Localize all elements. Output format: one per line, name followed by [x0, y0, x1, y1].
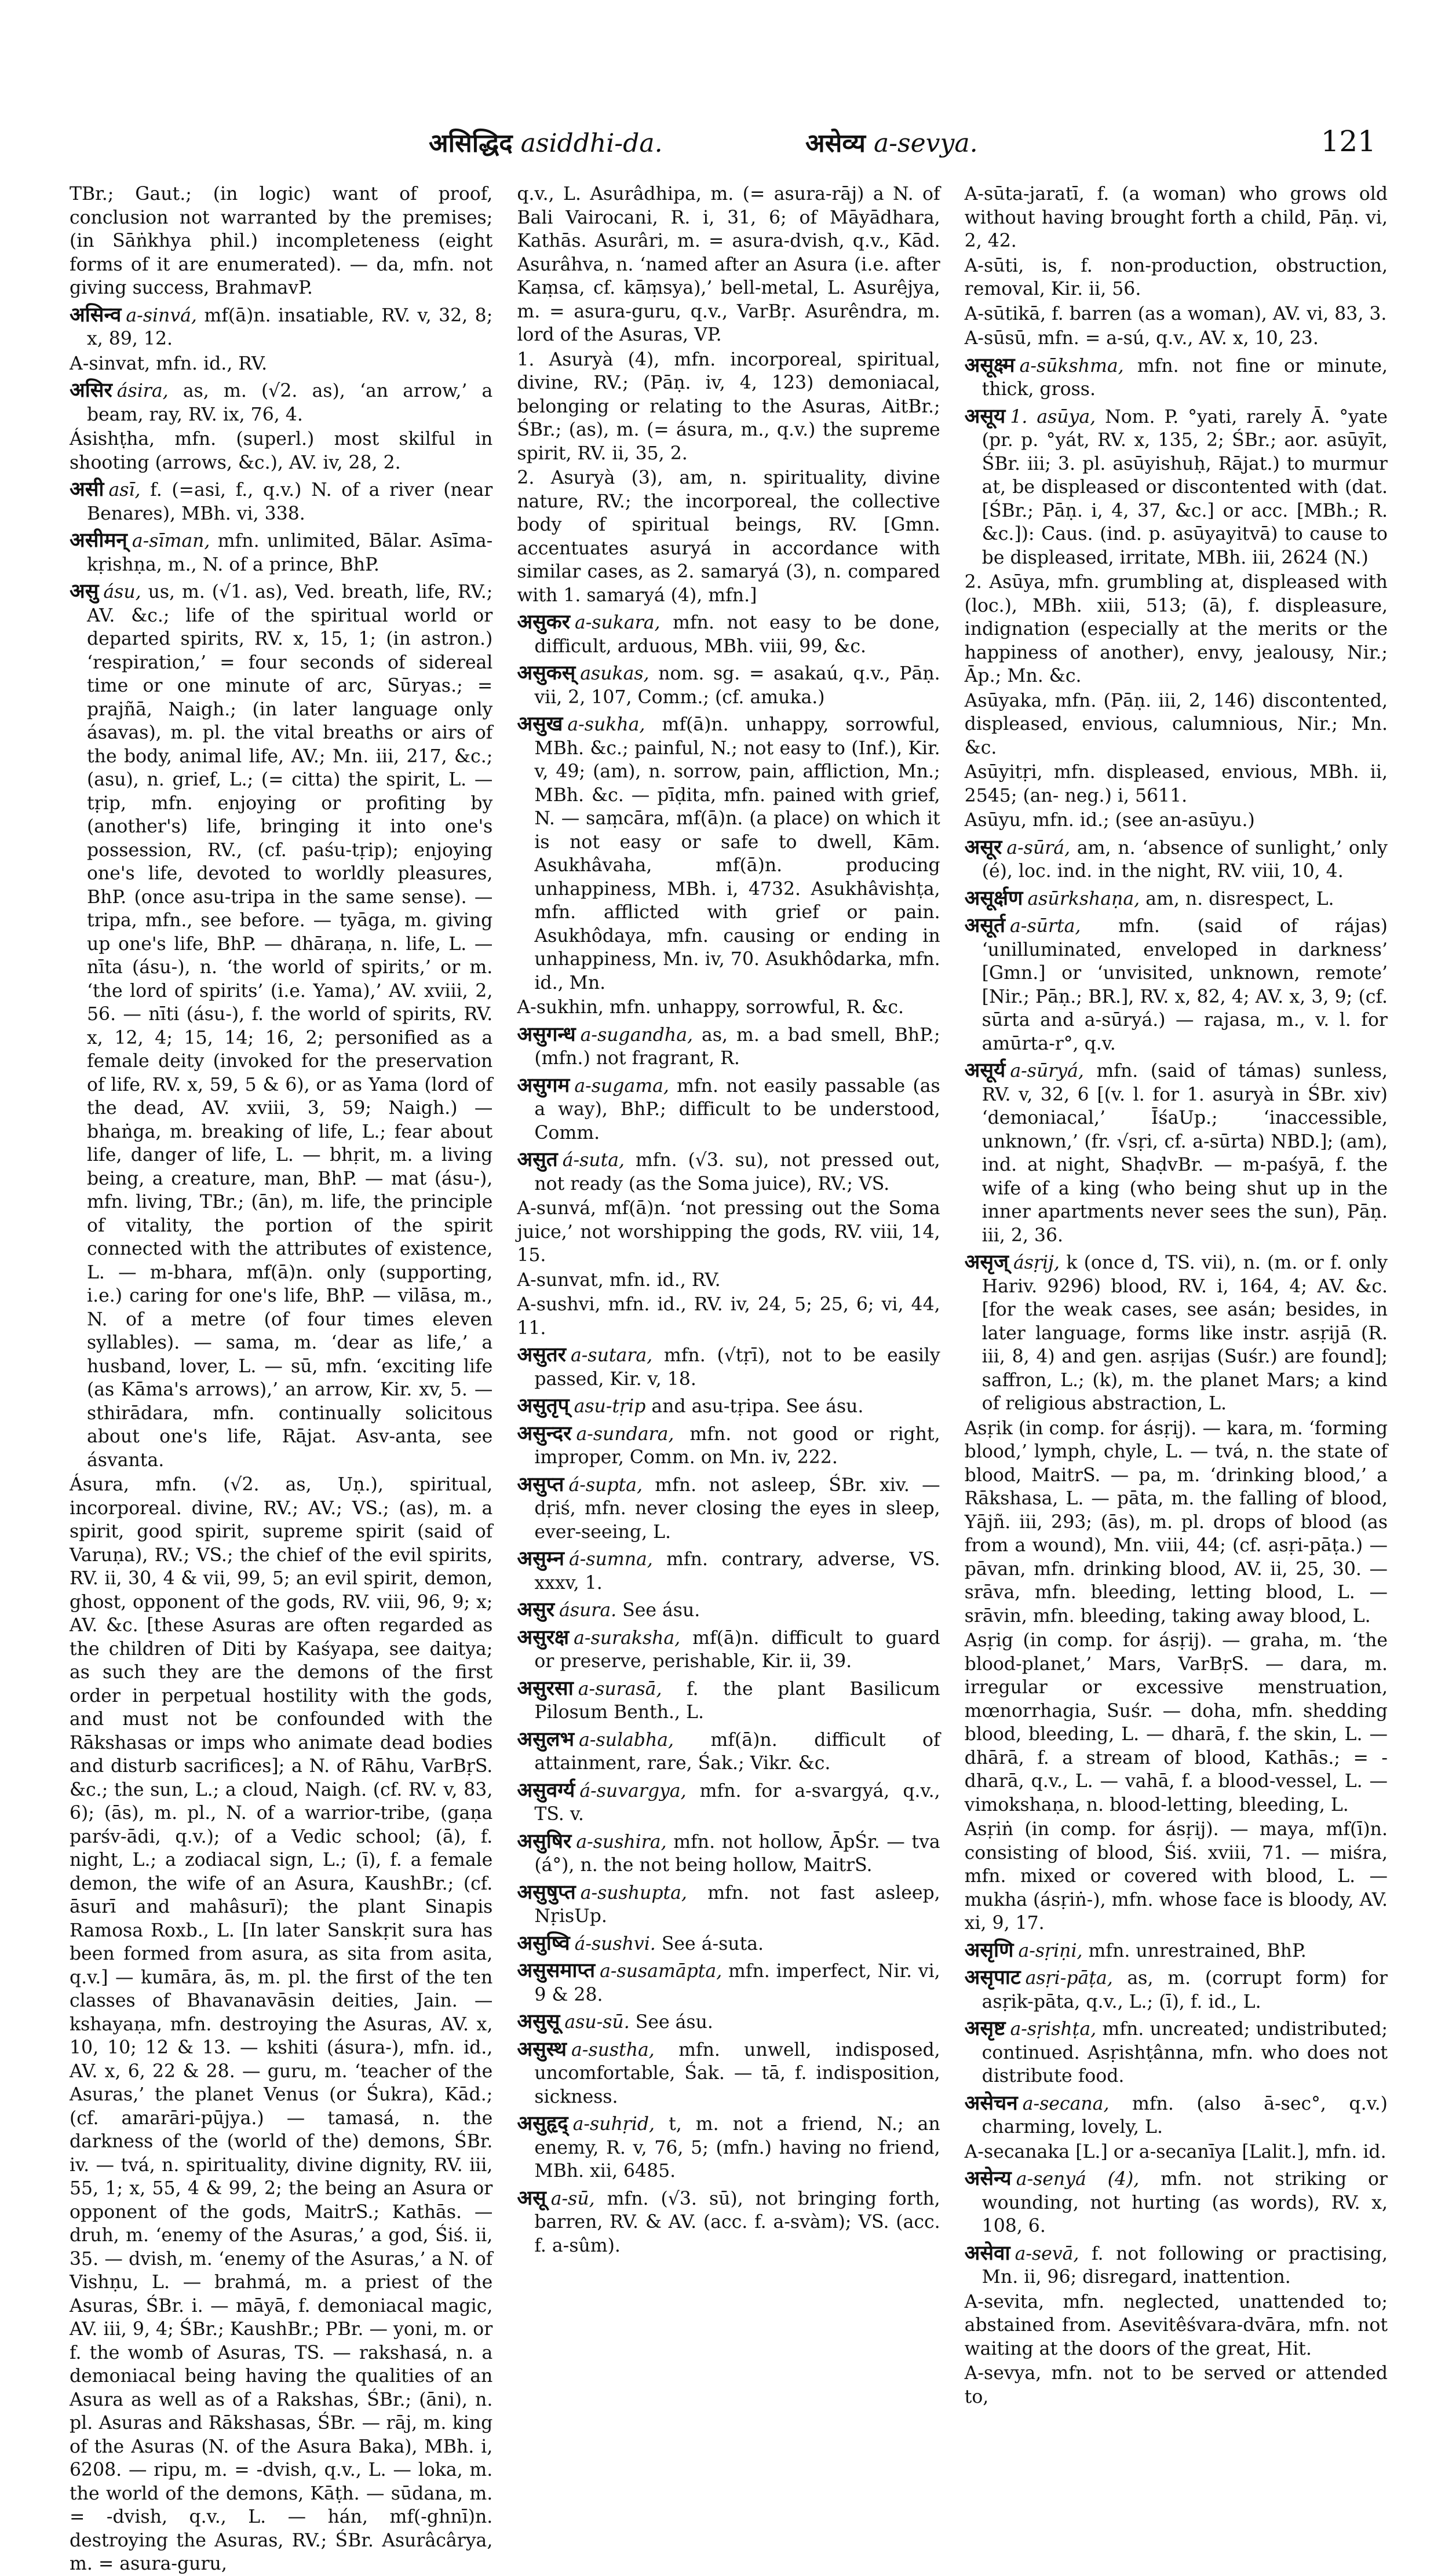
headword-devanagari: असूय [964, 404, 1006, 428]
headword-transliteration: a-senyá (4), [1016, 2169, 1161, 2190]
entry-definition: mf(ā)n. unhappy, sorrowful, MBh. &c.; painful, N.; not easy to (Inf.), Kir. v, 49; (am), n. sorrow, pain, affliction, Mn.; MBh. &c. — pīḍita, mfn. pained with grief, N. — saṃcāra, mf(ā)n. (a place) on which it is not easy or safe to dwell, Kām. Asukhâvaha, mf(ā)n. producing unhappiness, MBh. i, 4732. Asukhâvishṭa, mfn. afflicted with grief or pain. Asukhôdaya, mfn. causing or ending in unhappiness, Mn. iv, 70. Asukhôdarka, mfn. id., Mn. [534, 714, 940, 993]
headword-devanagari: असूर्य [964, 1058, 1006, 1082]
headword-devanagari: असुगम [517, 1073, 570, 1097]
headword-transliteration: á-sushvi. [574, 1933, 662, 1954]
text-columns [70, 182, 1388, 2574]
headword-transliteration: a-sīman, [132, 531, 218, 551]
entry-definition: as, m. (√2. as), ‘an arrow,’ a beam, ray, RV. ix, 76, 4. [87, 381, 493, 425]
entry-definition: A-sūti, is, f. non-production, obstruction, removal, Kir. ii, 56. [964, 255, 1388, 299]
entry-definition: mfn. (√3. sū), not bringing forth, barren, RV. & AV. (acc. f. a-svàm); VS. (acc. f. a-sûm). [534, 2188, 940, 2256]
entry-definition: mfn. imperfect, Nir. vi, 9 & 28. [534, 1961, 940, 2005]
entry-definition: Asṛig (in comp. for ásṛij). — graha, m. ‘the blood-planet,’ Mars, VarBṛS. — dara, m. irregular or excessive menstruation, mœnorrhagia, Suśr. — doha, mfn. shedding blood, bleeding, L. — dharā, f. the skin, L. — dhārā, f. a stream of blood, Kathās.; = -dharā, q.v., L. — vahā, f. a blood-vessel, L. — vimokshaṇa, n. blood-letting, bleeding, L. [964, 1630, 1388, 1815]
headword-transliteration: a-sustha, [571, 2039, 679, 2060]
dictionary-entry [70, 580, 492, 1472]
dictionary-entry [965, 2017, 1388, 2088]
entry-definition: A-sūta-jaratī, f. (a woman) who grows old without having brought forth a child, Pāṇ. vi, 2, 42. [964, 184, 1388, 251]
entry-definition: us, m. (√1. as), Ved. breath, life, RV.; AV. &c.; life of the spiritual world or departed spirits, RV. x, 15, 1; (in astron.) ‘respiration,’ = four seconds of sidereal time or one minute of arc, Sūryas.; = prajñā, Naigh.; (in later language only ásavas), m. pl. the vital breaths or airs of the body, animal life, AV.; Mn. iii, 217, &c.; (asu), n. grief, L.; (= citta) the spirit, L. — tṛip, mfn. enjoying or profiting by (another's) life, bringing it into one's possession, RV., (cf. paśu-tṛip); enjoying one's life, devoted to worldly pleasures, BhP. (once asu-tripa in the same sense). — tripa, mfn., see before. — tyāga, m. giving up one's life, BhP. — dhāraṇa, n. life, L. — nīta (ásu-), n. ‘the world of spirits,’ or m. ‘the lord of spirits’ (i.e. Yama),’ AV. xviii, 2, 56. — nīti (ásu-), f. the world of spirits, RV. x, 12, 4; 15, 14; 16, 2; personified as a female deity (invoked for the preservation of life, RV. x, 59, 5 & 6), or as Yama (lord of the dead, AV. xviii, 3, 59; Naigh.) — bhaṅga, m. breaking of life, L.; fear about life, danger of life, L. — bhṛit, m. a living being, a creature, man, BhP. — mat (ásu-), mfn. living, TBr.; (ān), m. life, the principle of vitality, the portion of the spirit connected with the attributes of existence, L. — m-bhara, mf(ā)n. only (supporting, i.e.) caring for one's life, BhP. — vilāsa, m., N. of a metre (of four times eleven syllables). — sama, m. ‘dear as life,’ a husband, lover, L. — sū, mfn. ‘exciting life (as Kāma's arrows),’ an arrow, Kir. xv, 5. — sthirādara, mfn. continually solicitous about one's life, Rājat. Asv-anta, see ásvanta. [87, 582, 493, 1471]
headword-devanagari: असेन्य [964, 2166, 1012, 2190]
entry-definition: A-sevya, mfn. not to be served or attended to, [964, 2363, 1388, 2407]
dictionary-entry [70, 304, 492, 351]
entry-definition: mfn. not good or right, improper, Comm. on Mn. iv, 222. [534, 1423, 940, 1468]
dictionary-entry [517, 1473, 940, 1544]
dictionary-entry [965, 327, 1388, 350]
headword-devanagari: असुख [517, 712, 563, 736]
entry-definition: See ásu. [635, 2012, 713, 2033]
headword-transliteration: a-secana, [1022, 2093, 1133, 2114]
entry-definition: See ásu. [622, 1600, 700, 1621]
entry-definition: mfn. not fine or minute, thick, gross. [981, 355, 1388, 400]
dictionary-entry [70, 427, 492, 474]
entry-definition: f. (=asi, f., q.v.) N. of a river (near Benares), MBh. vi, 338. [87, 480, 493, 524]
headword-transliteration: a-sūrá, [1006, 837, 1077, 858]
entry-definition: k (once d, TS. vii), n. (m. or f. only Hariv. 9296) blood, RV. i, 164, 4; AV. &c. [for the weak cases, see asán; besides, in later language, forms like instr. asṛijā (R. iii, 8, 4) and gen. asṛijas (Suśr.) are found]; saffron, L.; (k), m. the planet Mars; a kind of religious abstraction, L. [981, 1252, 1388, 1414]
headword-devanagari: असुतृप् [517, 1394, 570, 1417]
entry-definition: q.v., L. Asurâdhipa, m. (= asura-rāj) a N. of Bali Vairocani, R. i, 31, 6; of Māyādhara, Kathās. Asurâri, m. = asura-dvish, q.v., Kād. Asurâhva, n. ‘named after an Asura (i.e. after Kaṃsa, cf. kāṃsya),’ bell-metal, L. Asurêjya, m. = asura-guru, q.v., VarBṛ. Asurêndra, m. lord of the Asuras, VP. [517, 184, 940, 345]
entry-definition: f. not following or practising, Mn. ii, 96; disregard, inattention. [981, 2243, 1388, 2288]
headword-devanagari: असुस्थ [517, 2037, 567, 2061]
headword-devanagari: असी [70, 477, 104, 501]
dictionary-entry [70, 478, 492, 525]
page-header [0, 125, 1434, 171]
entry-definition: 2. Asuryà (3), am, n. spirituality, divine nature, RV.; the incorporeal, the collective body of spiritual beings, RV. [Gmn. accentuates asuryá in accordance with similar cases, as 2. samaryá (3), n. compared with 1. samaryá (4), mfn.] [517, 467, 940, 606]
entry-definition: A-sinvat, mfn. id., RV. [70, 353, 268, 374]
dictionary-entry [965, 1417, 1388, 1628]
entry-definition: mfn. (also ā-sec°, q.v.) charming, lovely, L. [981, 2093, 1388, 2137]
headword-transliteration: a-sugandha, [580, 1024, 702, 1046]
dictionary-entry [517, 712, 940, 995]
entry-definition: as, m. a bad smell, BhP.; (mfn.) not fragrant, R. [534, 1024, 940, 1069]
headword-devanagari: असूर्क्षण [964, 886, 1023, 910]
dictionary-entry [517, 996, 940, 1020]
dictionary-entry [517, 611, 940, 658]
entry-definition: mfn. not hollow, ĀpŚr. — tva (á°), n. the not being hollow, MaitrS. [534, 1831, 940, 1876]
running-head-right [805, 125, 978, 159]
column-left [70, 182, 493, 2574]
dictionary-entry [517, 1598, 940, 1623]
headword-devanagari: असूर्त [964, 914, 1006, 937]
entry-definition: Ásura, mfn. (√2. as, Uṇ.), spiritual, incorporeal. divine, RV.; AV.; VS.; (as), m. a spirit, good spirit, supreme spirit (said of Varuṇa), RV.; VS.; the chief of the evil spirits, RV. ii, 30, 4 & vii, 99, 5; an evil spirit, demon, ghost, opponent of the gods, RV. viii, 96, 9; x; AV. &c. [these Asuras are often regarded as the children of Diti by Kaśyapa, see daitya; as such they are the demons of the first order in perpetual hostility with the gods, and must not be confounded with the Rākshasas or imps who animate dead bodies and disturb sacrifices]; a N. of Rāhu, VarBṛS. &c.; the sun, L.; a cloud, Naigh. (cf. RV. v, 83, 6); (ās), m. pl., N. of a warrior-tribe, (gaṇa parśv-ādi, q.v.); of a Vedic school; (ā), f. night, L.; a zodiacal sign, L.; (ī), f. a female demon, the wife of an Asura, KaushBr.; (cf. āsurī and mahâsurī); the plant Sinapis Ramosa Roxb., L. [In later Sanskṛit sura has been formed from asura, as sita from asita, q.v.] — kumāra, ās, m. pl. the first of the ten classes of Bhavanavāsin deities, Jain. — kshayaṇa, mfn. destroying the Asuras, AV. x, 10, 10; 12 & 13. — kshiti (ásura-), mfn. id., AV. x, 6, 22 & 28. — guru, m. ‘teacher of the Asuras,’ the planet Venus (or Śukra), Kād.; (cf. amarāri-pūjya.) — tamasá, n. the darkness of the (world of the) demons, ŚBr. iv. — tvá, n. spirituality, divine dignity, RV. iii, 55, 1; x, 55, 4 & 99, 2; the being an Asura or opponent of the gods, MaitrS.; Kathās. — druh, m. ‘enemy of the Asuras,’ a god, Śiś. ii, 35. — dvish, m. ‘enemy of the Asuras,’ a N. of Vishṇu, L. — brahmá, m. a priest of the Asuras, ŚBr. i. — māyā, f. demoniacal magic, AV. iii, 9, 4; ŚBr.; KaushBr.; PBr. — yoni, m. or f. the womb of Asuras, TS. — rakshasá, n. a demoniacal being having the qualities of an Asura as well as of a Rakshas, ŚBr.; (āni), n. pl. Asuras and Rākshasas, ŚBr. — rāj, m. king of the Asuras (N. of the Asura Baka), MBh. i, 6208. — ripu, m. = -dvish, q.v., L. — loka, m. the world of the demons, Kāṭh. — sūdana, m. = -dvish, q.v., L. — hán, mf(-ghnī)n. destroying the Asuras, RV.; ŚBr. Asurâcârya, m. = asura-guru, [70, 1474, 493, 2574]
dictionary-entry [517, 1626, 940, 1674]
headword-transliteration: ásṛij, [1013, 1252, 1067, 1273]
dictionary-entry [517, 2010, 940, 2034]
headword-transliteration: asṛi-pāṭa, [1025, 1968, 1128, 1989]
headword-devanagari: असुलभ [517, 1727, 575, 1751]
entry-definition: mfn. (√3. su), not pressed out, not ready (as the Soma juice), RV.; VS. [534, 1150, 940, 1194]
dictionary-entry [965, 761, 1388, 807]
entry-definition: nom. sg. = asakaú, q.v., Pāṇ. vii, 2, 107, Comm.; (cf. amuka.) [534, 663, 940, 708]
entry-definition: am, n. disrespect, L. [1145, 888, 1334, 909]
headword-devanagari: असुत [517, 1148, 558, 1171]
headword-transliteration: a-sundara, [576, 1423, 690, 1445]
entry-definition: A-sūtikā, f. barren (as a woman), AV. vi, 83, 3. [964, 303, 1387, 324]
headword-transliteration: asu-sū. [564, 2012, 636, 2033]
dictionary-entry [965, 182, 1388, 253]
headword-transliteration: a-sū, [550, 2188, 607, 2209]
entry-definition: and asu-tṛipa. See ásu. [651, 1396, 864, 1417]
dictionary-entry [517, 1269, 940, 1292]
headword-transliteration: a-sevā, [1015, 2243, 1092, 2264]
headword-devanagari: असिन्व [70, 302, 122, 327]
headword-devanagari: असू [517, 2186, 546, 2210]
dictionary-entry [517, 1677, 940, 1724]
running-head-left [429, 125, 663, 159]
entry-definition: Ásishṭha, mfn. (superl.) most skilful in shooting (arrows, &c.), AV. iv, 28, 2. [70, 429, 493, 473]
dictionary-entry [965, 405, 1388, 570]
page-number: 121 [1320, 125, 1376, 158]
dictionary-entry [517, 1148, 940, 1196]
entry-definition: mfn. (said of támas) sunless, RV. v, 32, 6 [(v. l. for 1. asuryà in ŚBr. xiv) ‘demoniacal,’ ĪśaUp.; ‘inaccessible, unknown,’ (fr. √sṛi, cf. a-sūrta) NBD.]; (am), ind. at night, ShaḍvBr. — m-paśyā, f. the wife of a king (who being shut up in the inner apartments never sees the sun), Pāṇ. iii, 2, 36. [981, 1061, 1388, 1246]
dictionary-entry [965, 2140, 1388, 2164]
dictionary-entry [965, 1818, 1388, 1935]
entry-definition: 1. Asuryà (4), mfn. incorporeal, spiritual, divine, RV.; (Pāṇ. iv, 4, 123) demoniacal, belonging or relating to the Asuras, AitBr.; ŚBr.; (as), m. (= ásura, m., q.v.) the supreme spirit, RV. ii, 35, 2. [517, 349, 940, 464]
headword-transliteration: a-sulabha, [579, 1729, 711, 1751]
column-middle [517, 182, 940, 2256]
entry-definition: Asūyaka, mfn. (Pāṇ. iii, 2, 146) discontented, displeased, envious, calumnious, Nir.; Mn. &c. [964, 690, 1388, 758]
headword-transliteration: a-sṛishṭa, [1010, 2019, 1103, 2040]
dictionary-entry [517, 1293, 940, 1340]
entry-definition: A-sukhin, mfn. unhappy, sorrowful, R. &c. [517, 997, 904, 1018]
headword-transliteration: a-sukha, [567, 714, 662, 735]
entry-definition: Asūyitṛi, mfn. displeased, envious, MBh. ii, 2545; (an- neg.) i, 5611. [964, 762, 1388, 806]
entry-definition: Nom. P. °yati, rarely Ā. °yate (pr. p. °yát, RV. x, 135, 2; ŚBr.; aor. asūyīt, ŚBr. iii; 3. pl. asūyishuḥ, Rājat.) to murmur at, be displeased or discontented with (dat. [ŚBr.; Pāṇ. i, 4, 37, &c.] or acc. [MBh.; R. &c.]): Caus. (ind. p. asūyayitvā) to cause to be displeased, irritate, MBh. iii, 2624 (N.) [981, 406, 1388, 568]
dictionary-entry [965, 689, 1388, 760]
entry-definition: 2. Asūya, mfn. grumbling at, displeased with (loc.), MBh. xiii, 513; (ā), f. displeasure, indignation (especially at the merits or the happiness of another), envy, jealousy, Nir.; Āp.; Mn. &c. [964, 572, 1388, 686]
entry-definition: Asṛiṅ (in comp. for ásṛij). — maya, mf(ī)n. consisting of blood, Śiś. xviii, 71. — miśra, mfn. mixed or covered with blood, L. — mukha (ásṛiṅ-), mfn. whose face is bloody, AV. xi, 9, 17. [964, 1819, 1388, 1934]
dictionary-entry [965, 887, 1388, 911]
dictionary-entry [517, 2112, 940, 2183]
entry-definition: A-sevita, mfn. neglected, unattended to; abstained from. Asevitêśvara-dvāra, mfn. not waiting at the doors of the great, Hit. [964, 2291, 1388, 2359]
headword-transliteration: a-sushupta, [580, 1882, 708, 1903]
dictionary-entry [517, 1023, 940, 1070]
headword-transliteration: asī, [108, 480, 151, 500]
headword-devanagari: असुवर्ग्य [517, 1778, 575, 1802]
headword-transliteration: ásira, [116, 381, 183, 401]
headword-devanagari: असेचन [964, 2091, 1018, 2115]
running-head-left-devanagari: असिद्धिद [429, 129, 513, 158]
headword-transliteration: á-suvargya, [579, 1780, 700, 1802]
headword-devanagari: असुर [517, 1598, 555, 1621]
entry-definition: mfn. unlimited, Bālar. Asīma-kṛishṇa, m., N. of a prince, BhP. [87, 531, 493, 575]
entry-definition: mfn. unwell, indisposed, uncomfortable, Śak. — tā, f. indisposition, sickness. [534, 2039, 940, 2107]
entry-definition: A-sūsū, mfn. = a-sú, q.v., AV. x, 10, 23. [964, 328, 1319, 349]
dictionary-entry [517, 1830, 940, 1877]
dictionary-entry [517, 182, 940, 347]
headword-transliteration: a-sinvá, [126, 305, 205, 326]
dictionary-entry [517, 1779, 940, 1826]
entry-definition: mf(ā)n. difficult of attainment, rare, Śak.; Vikr. &c. [534, 1729, 940, 1774]
dictionary-entry [70, 1473, 492, 2576]
headword-devanagari: असेवा [964, 2241, 1010, 2265]
dictionary-entry [517, 1422, 940, 1470]
dictionary-entry [517, 1197, 940, 1267]
headword-transliteration: a-sugama, [574, 1075, 677, 1097]
headword-devanagari: असुसमाप्त [517, 1959, 596, 1982]
headword-transliteration: a-sūryá, [1010, 1061, 1097, 1081]
dictionary-entry [965, 2242, 1388, 2289]
dictionary-entry [70, 379, 492, 426]
entry-definition: am, n. ‘absence of sunlight,’ only (é), loc. ind. in the night, RV. viii, 10, 4. [981, 837, 1388, 882]
headword-devanagari: असीमन् [70, 528, 127, 552]
dictionary-entry [70, 529, 492, 576]
entry-definition: mfn. (said of rájas) ‘unilluminated, enveloped in darkness’ [Gmn.] or ‘unvisited, unknown, remote’ [Nir.; Pāṇ.; BR.], RV. x, 82, 4; AV. x, 3, 9; (cf. sūrta and a-sūryá.) — rajasa, m., v. l. for amūrta-r°, q.v. [981, 916, 1388, 1054]
dictionary-entry [965, 354, 1388, 401]
entry-definition: mfn. unrestrained, BhP. [1088, 1940, 1307, 1961]
headword-transliteration: asukas, [580, 663, 659, 684]
entry-definition: A-sushvi, mfn. id., RV. iv, 24, 5; 25, 6; vi, 44, 11. [517, 1294, 940, 1339]
dictionary-entry [517, 1959, 940, 2007]
entry-definition: mf(ā)n. difficult to guard or preserve, perishable, Kir. ii, 39. [534, 1627, 940, 1672]
entry-definition: TBr.; Gaut.; (in logic) want of proof, conclusion not warranted by the premises; (in Sāṅkhya phil.) incompleteness (eight forms of it are enumerated). — da, mfn. not giving success, BrahmavP. [70, 184, 493, 298]
headword-transliteration: a-sṛiṇi, [1018, 1940, 1089, 1961]
dictionary-entry [70, 182, 492, 300]
entry-definition: as, m. (corrupt form) for asṛik-pāta, q.v., L.; (ī), f. id., L. [981, 1968, 1388, 2012]
headword-transliteration: a-susamāpta, [600, 1961, 728, 1982]
headword-devanagari: असुषुप्त [517, 1880, 576, 1904]
headword-devanagari: असुम्न [517, 1547, 564, 1570]
dictionary-entry [517, 662, 940, 709]
headword-devanagari: असु [70, 579, 99, 603]
dictionary-entry [517, 2038, 940, 2109]
headword-devanagari: असुष्वि [517, 1931, 570, 1955]
dictionary-entry [965, 302, 1388, 326]
dictionary-entry [965, 2290, 1388, 2361]
dictionary-entry [517, 1074, 940, 1145]
dictionary-entry [965, 1966, 1388, 2014]
entry-definition: A-secanaka [L.] or a-secanīya [Lalit.], mfn. id. [964, 2141, 1386, 2162]
headword-devanagari: असुषिर [517, 1829, 572, 1853]
headword-devanagari: असुसू [517, 2009, 560, 2033]
headword-transliteration: a-suhṛid, [572, 2114, 669, 2135]
headword-devanagari: असुकस् [517, 661, 576, 685]
entry-definition: Asṛik (in comp. for ásṛij). — kara, m. ‘forming blood,’ lymph, chyle, L. — tvá, n. the state of blood, MaitrS. — pa, m. ‘drinking blood,’ a Rākshasa, L. — pāta, m. the falling of blood, Yājñ. iii, 293; (ās), m. pl. drops of blood (as from a wound), Mn. viii, 44; (cf. asṛi-pāṭa.) — pāvan, mfn. drinking blood, AV. ii, 25, 30. — srāva, mfn. bleeding, letting blood, L. — srāvin, mfn. bleeding, taking away blood, L. [964, 1417, 1388, 1627]
headword-devanagari: असुरसा [517, 1676, 574, 1700]
entry-definition: mfn. not easily passable (as a way), BhP.; difficult to be understood, Comm. [534, 1075, 940, 1143]
running-head-right-devanagari: असेव्य [805, 129, 866, 158]
headword-transliteration: asūrkshaṇa, [1027, 888, 1146, 909]
headword-transliteration: 1. asūya, [1010, 406, 1105, 427]
entry-definition: t, m. not a friend, N.; an enemy, R. v, 76, 5; (mfn.) having no friend, MBh. xii, 6485. [534, 2114, 940, 2182]
headword-devanagari: असुरक्ष [517, 1625, 570, 1649]
headword-devanagari: असृज् [964, 1250, 1009, 1274]
dictionary-entry [517, 1932, 940, 1956]
headword-devanagari: असूर [964, 835, 1002, 859]
dictionary-entry [517, 1343, 940, 1391]
dictionary-entry [965, 2092, 1388, 2139]
dictionary-entry [517, 2187, 940, 2258]
headword-transliteration: ásu, [103, 582, 148, 602]
dictionary-entry [965, 836, 1388, 883]
dictionary-entry [965, 1939, 1388, 1963]
dictionary-entry [965, 254, 1388, 301]
headword-devanagari: असुप्त [517, 1472, 564, 1496]
dictionary-entry [517, 1547, 940, 1595]
entry-definition: See á-suta. [661, 1933, 764, 1954]
dictionary-entry [965, 571, 1388, 688]
column-right [964, 182, 1388, 2407]
headword-devanagari: असृणि [964, 1938, 1014, 1962]
entry-definition: mfn. for a-svargyá, q.v., TS. v. [534, 1780, 940, 1825]
dictionary-entry [517, 466, 940, 607]
headword-transliteration: á-supta, [568, 1474, 655, 1496]
dictionary-entry [517, 1394, 940, 1419]
headword-transliteration: á-suta, [562, 1150, 636, 1171]
dictionary-entry [70, 352, 492, 376]
headword-devanagari: असृष्ट [964, 2016, 1006, 2040]
dictionary-entry [965, 1059, 1388, 1247]
entry-definition: mfn. contrary, adverse, VS. xxxv, 1. [534, 1549, 940, 1594]
headword-transliteration: a-sukara, [574, 612, 673, 633]
running-head-left-translit: asiddhi-da. [520, 129, 663, 158]
dictionary-entry [517, 1728, 940, 1775]
headword-transliteration: a-sūkshma, [1019, 355, 1137, 377]
entry-definition: Asūyu, mfn. id.; (see an-asūyu.) [964, 810, 1255, 831]
headword-transliteration: ásura. [559, 1600, 623, 1621]
headword-devanagari: असूक्ष्म [964, 353, 1015, 377]
entry-definition: mfn. not striking or wounding, not hurting (as words), RV. x, 108, 6. [981, 2169, 1388, 2237]
dictionary-entry [965, 1629, 1388, 1817]
headword-transliteration: á-sumna, [568, 1549, 667, 1570]
headword-devanagari: असुहृद् [517, 2111, 568, 2135]
entry-definition: mfn. not asleep, ŚBr. xiv. — dṛiś, mfn. never closing the eyes in sleep, ever-seeing, L. [534, 1474, 940, 1543]
headword-transliteration: a-sutara, [571, 1345, 664, 1366]
headword-devanagari: असुन्दर [517, 1421, 572, 1445]
entry-definition: mf(ā)n. insatiable, RV. v, 32, 8; x, 89, 12. [87, 305, 493, 349]
dictionary-entry [965, 2167, 1388, 2238]
headword-transliteration: asu-tṛip [574, 1396, 652, 1417]
running-head-right-translit: a-sevya. [873, 129, 978, 158]
headword-devanagari: असृपाट [964, 1965, 1021, 1989]
entry-definition: mfn. not easy to be done, difficult, arduous, MBh. viii, 99, &c. [534, 612, 940, 657]
entry-definition: A-sunvá, mf(ā)n. ‘not pressing out the Soma juice,’ not worshipping the gods, RV. viii, 14, 15. [517, 1198, 940, 1266]
entry-definition: mfn. (√tṛī), not to be easily passed, Kir. v, 18. [534, 1345, 940, 1390]
headword-transliteration: a-sūrta, [1010, 916, 1119, 937]
entry-definition: A-sunvat, mfn. id., RV. [517, 1269, 721, 1291]
headword-transliteration: a-suraksha, [574, 1627, 693, 1649]
entry-definition: f. the plant Basilicum Pilosum Benth., L. [534, 1678, 940, 1723]
entry-definition: mfn. not fast asleep, NṛisUp. [534, 1882, 940, 1927]
headword-devanagari: असिर [70, 378, 112, 402]
dictionary-entry [965, 809, 1388, 832]
headword-devanagari: असुगन्ध [517, 1022, 576, 1046]
headword-transliteration: a-surasā, [578, 1678, 687, 1700]
dictionary-entry [517, 1881, 940, 1928]
headword-devanagari: असुकर [517, 610, 570, 634]
headword-devanagari: असुतर [517, 1343, 566, 1366]
dictionary-entry [965, 914, 1388, 1055]
dictionary-entry [965, 2362, 1388, 2409]
dictionary-entry [965, 1251, 1388, 1416]
entry-definition: mfn. uncreated; undistributed; continued. Asṛishṭânna, mfn. who does not distribute food. [981, 2019, 1388, 2087]
headword-transliteration: a-sushira, [576, 1831, 674, 1852]
dictionary-entry [517, 348, 940, 466]
